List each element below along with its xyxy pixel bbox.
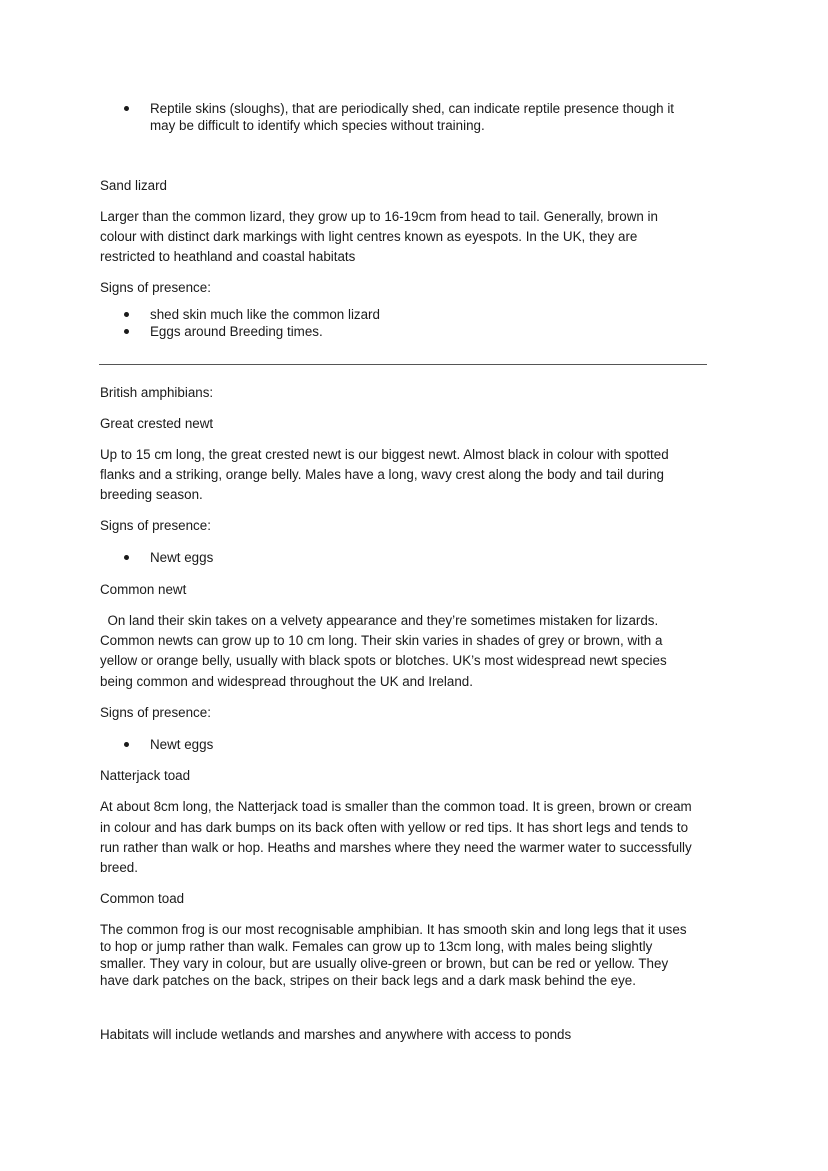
great-crested-newt-sign-1: Newt eggs [150, 550, 214, 565]
common-newt-heading: Common newt [100, 582, 187, 597]
common-toad-description-line-4: have dark patches on the back, stripes on their back legs and a dark mask behind the eye. [100, 973, 636, 988]
common-newt-description-line-2: Common newts can grow up to 10 cm long. Their skin varies in shades of grey or brown, with a [100, 633, 663, 648]
natterjack-toad-heading: Natterjack toad [100, 768, 191, 783]
natterjack-toad-description-line-4: breed. [100, 860, 138, 875]
sand-lizard-sign-1: shed skin much like the common lizard [150, 307, 380, 322]
sand-lizard-description-line-3: restricted to heathland and coastal habitats [100, 249, 356, 264]
common-newt-description-line-1: On land their skin takes on a velvety appearance and they’re sometimes mistaken for lizards. [100, 613, 659, 628]
bullet-dot [124, 742, 129, 747]
bullet-dot [124, 312, 129, 317]
great-crested-newt-heading: Great crested newt [100, 416, 214, 431]
great-crested-newt-description-line-1: Up to 15 cm long, the great crested newt is our biggest newt. Almost black in colour with spotted [100, 447, 669, 462]
great-crested-newt-description-line-2: flanks and a striking, orange belly. Males have a long, wavy crest along the body and tail during [100, 467, 664, 482]
reptile-skins-bullet-line-1: Reptile skins (sloughs), that are periodically shed, can indicate reptile presence though it [150, 101, 675, 116]
common-toad-heading: Common toad [100, 891, 185, 906]
bullet-dot [124, 555, 129, 560]
common-toad-description-line-1: The common frog is our most recognisable amphibian. It has smooth skin and long legs that it uses [100, 922, 687, 937]
section-divider [99, 364, 707, 365]
reptile-skins-bullet-line-2: may be difficult to identify which species without training. [150, 118, 485, 133]
great-crested-newt-description-line-3: breeding season. [100, 487, 203, 502]
sand-lizard-sign-2: Eggs around Breeding times. [150, 324, 323, 339]
sand-lizard-heading: Sand lizard [100, 178, 167, 193]
natterjack-toad-description-line-1: At about 8cm long, the Natterjack toad is smaller than the common toad. It is green, brown or cream [100, 799, 692, 814]
habitats-note: Habitats will include wetlands and marshes and anywhere with access to ponds [100, 1027, 572, 1042]
bullet-dot [124, 106, 129, 111]
common-toad-description-line-2: to hop or jump rather than walk. Females can grow up to 13cm long, with males being slightly [100, 939, 653, 954]
sand-lizard-description-line-2: colour with distinct dark markings with light centres known as eyespots. In the UK, they are [100, 229, 638, 244]
amphibians-heading: British amphibians: [100, 385, 214, 400]
common-newt-description-line-4: being common and widespread throughout the UK and Ireland. [100, 674, 473, 689]
common-newt-signs-label: Signs of presence: [100, 705, 211, 720]
natterjack-toad-description-line-3: run rather than walk or hop. Heaths and marshes where they need the warmer water to successfully [100, 840, 692, 855]
common-newt-description-line-3: yellow or orange belly, usually with black spots or blotches. UK’s most widespread newt species [100, 653, 667, 668]
sand-lizard-signs-label: Signs of presence: [100, 280, 211, 295]
bullet-dot [124, 329, 129, 334]
common-newt-sign-1: Newt eggs [150, 737, 214, 752]
sand-lizard-description-line-1: Larger than the common lizard, they grow up to 16-19cm from head to tail. Generally, brown in [100, 209, 658, 224]
great-crested-newt-signs-label: Signs of presence: [100, 518, 211, 533]
common-toad-description-line-3: smaller. They vary in colour, but are usually olive-green or brown, but can be red or yellow. They [100, 956, 669, 971]
natterjack-toad-description-line-2: in colour and has dark bumps on its back often with yellow or red tips. It has short legs and tends to [100, 820, 689, 835]
